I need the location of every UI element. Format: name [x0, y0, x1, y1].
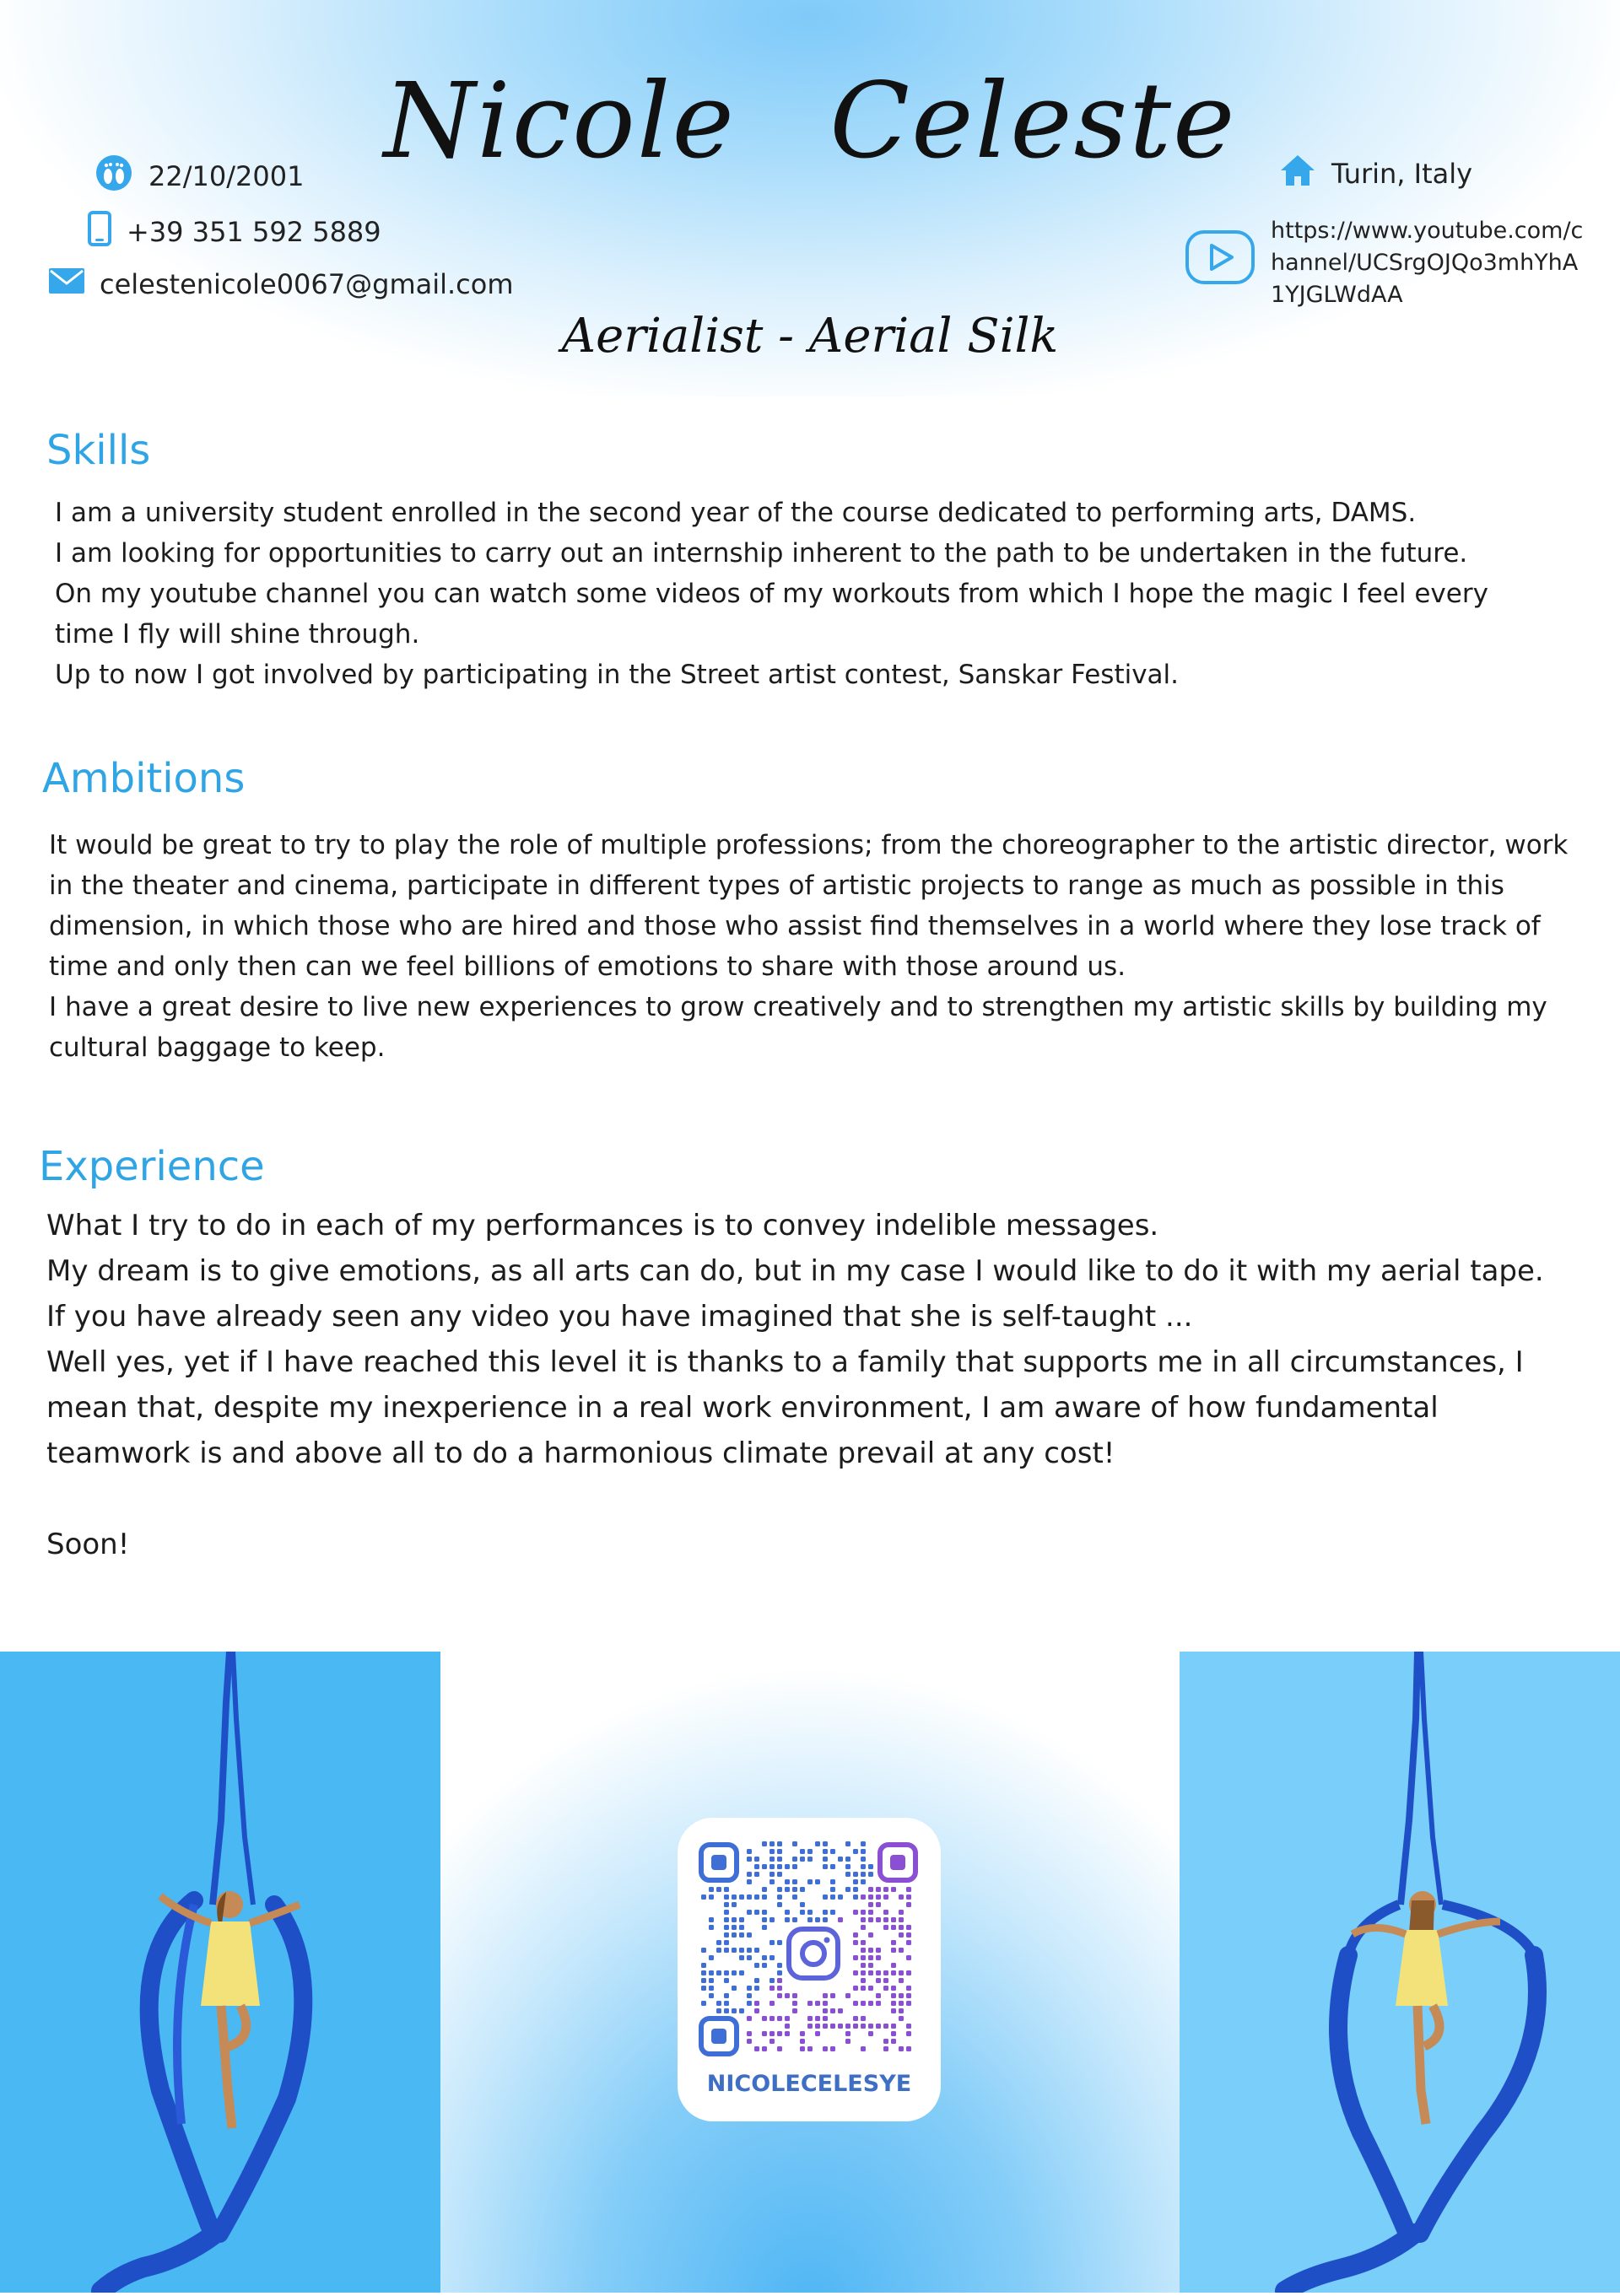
experience-line: What I try to do in each of my performances is to convey indelible messages.	[46, 1209, 1159, 1242]
candidate-role: Aerialist - Aerial Silk	[561, 309, 1059, 364]
candidate-name: Nicole Celeste	[383, 61, 1237, 182]
location-text: Turin, Italy	[1331, 158, 1473, 190]
email-text[interactable]: celestenicole0067@gmail.com	[100, 268, 514, 300]
contact-youtube	[1185, 215, 1591, 311]
contact-email	[49, 268, 514, 300]
ambitions-heading: Ambitions	[42, 755, 246, 802]
experience-closing: Soon!	[46, 1528, 130, 1561]
contact-birthdate	[94, 155, 304, 197]
ambitions-line: It would be great to try to play the role of multiple professions; from the choreographer to the artistic director, work in the theater and cinema, participate in different types of artistic projects to range as much as possible in this dimension, in which those who are hired and those who assist find themselves in a world where they lose track of time and only then can we feel billions of emotions to share with those around us.	[49, 830, 1569, 982]
aerialist-photo-right	[1180, 1652, 1620, 2293]
instagram-handle: NICOLECELESYE	[706, 2071, 912, 2097]
ambitions-text	[49, 825, 1576, 1068]
experience-heading: Experience	[39, 1143, 265, 1190]
experience-line: If you have already seen any video you have imagined that she is self-taught ...	[46, 1300, 1193, 1334]
aerialist-photo-left	[0, 1652, 440, 2293]
contact-phone	[88, 211, 381, 253]
home-icon	[1279, 154, 1316, 194]
contact-location	[1279, 154, 1472, 194]
qr-code	[678, 1818, 941, 2062]
play-icon[interactable]	[1185, 229, 1256, 288]
phone-text[interactable]: +39 351 592 5889	[127, 216, 381, 248]
baby-feet-icon	[94, 155, 133, 197]
experience-line: My dream is to give emotions, as all arts can do, but in my case I would like to do it with my aerial tape.	[46, 1254, 1544, 1288]
envelope-icon	[49, 268, 84, 300]
ambitions-line: I have a great desire to live new experiences to grow creatively and to strengthen my artistic skills by building my cultural baggage to keep.	[49, 992, 1547, 1063]
skills-line: On my youtube channel you can watch some videos of my workouts from which I hope the magic I feel every time I fly will shine through.	[55, 579, 1488, 649]
skills-line: Up to now I got involved by participating in the Street artist contest, Sanskar Festival.	[55, 660, 1180, 690]
skills-heading: Skills	[46, 427, 151, 474]
phone-icon	[88, 211, 111, 253]
experience-line: Well yes, yet if I have reached this level it is thanks to a family that supports me in all circumstances, I mean that, despite my inexperience in a real work environment, I am aware of how fundamental teamwork is and above all to do a harmonious climate prevail at any cost!	[46, 1345, 1524, 1470]
youtube-link[interactable]: https://www.youtube.com/channel/UCSrgOJQo3mhYhA1YJGLWdAA	[1271, 218, 1584, 308]
skills-text	[55, 493, 1540, 695]
instagram-qr-card[interactable]	[678, 1818, 941, 2121]
skills-line: I am looking for opportunities to carry out an internship inherent to the path to be undertaken in the future.	[55, 538, 1468, 569]
experience-text	[46, 1203, 1574, 1567]
birthdate-text: 22/10/2001	[148, 160, 305, 192]
skills-line: I am a university student enrolled in the second year of the course dedicated to performing arts, DAMS.	[55, 498, 1417, 528]
